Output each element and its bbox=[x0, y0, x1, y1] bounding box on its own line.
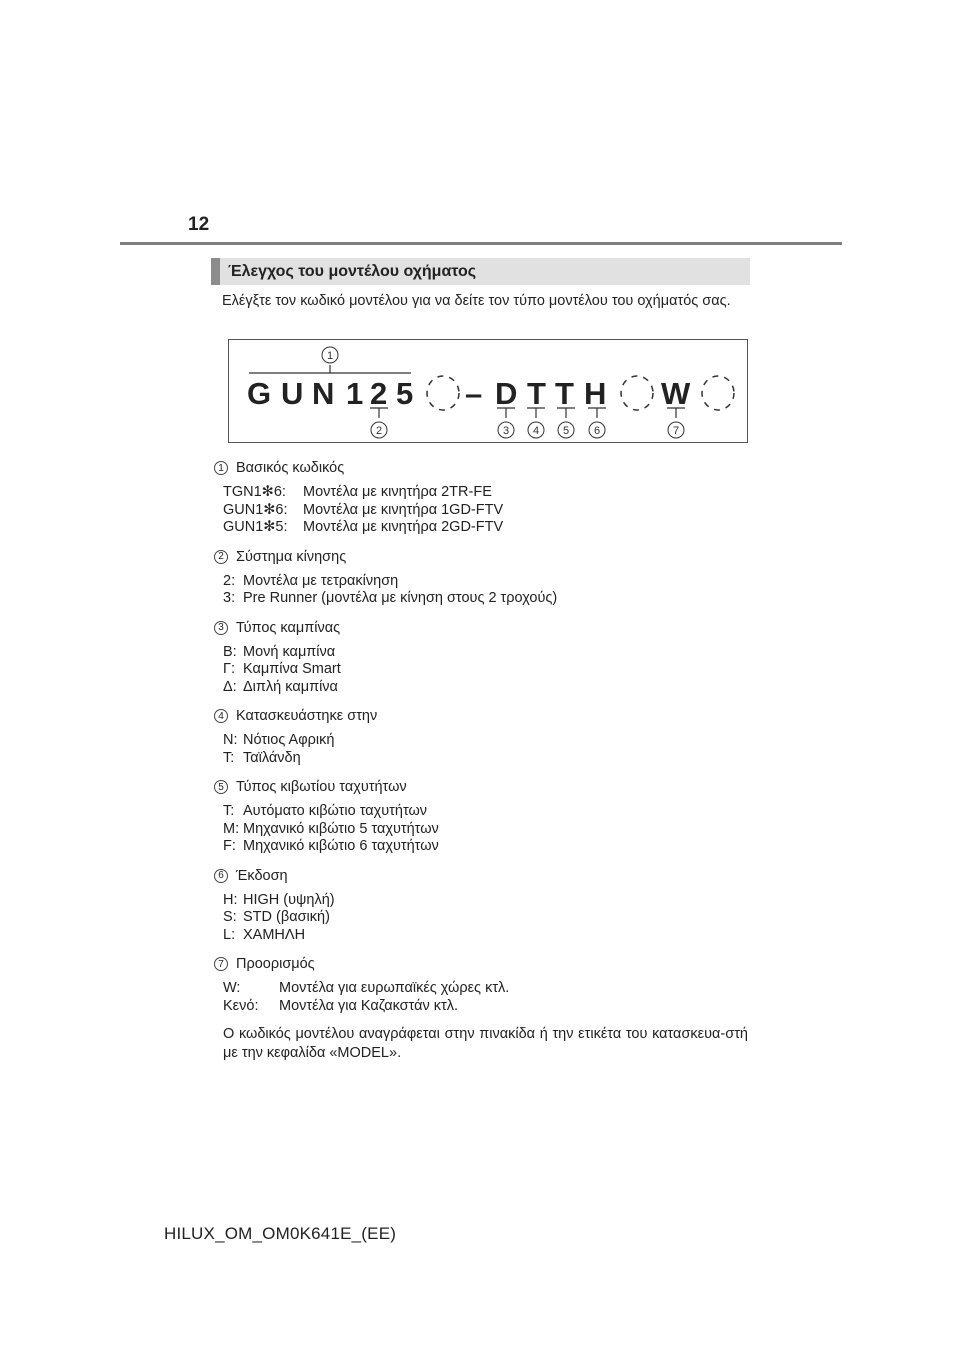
intro-paragraph: Ελέγξτε τον κωδικό μοντέλου για να δείτε τον τύπο μοντέλου του οχήματός σας. bbox=[222, 293, 731, 309]
legend-item bbox=[214, 954, 754, 974]
section-title: Έλεγχος του μοντέλου οχήματος bbox=[211, 258, 750, 285]
row-code: T: bbox=[223, 749, 235, 766]
list-item bbox=[223, 573, 754, 591]
row-code: TGN1✻6: bbox=[223, 484, 286, 500]
marker-7: 7 bbox=[672, 425, 680, 437]
row-desc: Μοντέλα με κινητήρα 2GD-FTV bbox=[303, 519, 504, 535]
list-item bbox=[223, 661, 754, 679]
empty-slot bbox=[427, 376, 459, 410]
list-item bbox=[223, 998, 754, 1016]
model-code-diagram bbox=[228, 339, 748, 443]
row-code: Δ: bbox=[223, 678, 237, 695]
list-item bbox=[223, 892, 754, 910]
item-title: Τύπος κιβωτίου ταχυτήτων bbox=[236, 779, 407, 795]
location-note: Ο κωδικός μοντέλου αναγράφεται στην πινακίδα ή την ετικέτα του κατασκευα-στή με την κεφαλίδα «MODEL». bbox=[223, 1026, 748, 1061]
row-desc: STD (βασική) bbox=[243, 909, 330, 925]
row-code: M: bbox=[223, 820, 240, 837]
marker-4: 4 bbox=[532, 425, 540, 437]
row-code: GUN1✻5: bbox=[223, 519, 288, 535]
item-number: 4 bbox=[214, 709, 228, 723]
list-item bbox=[223, 803, 754, 821]
item-title: Έκδοση bbox=[236, 867, 288, 884]
marker-2: 2 bbox=[375, 425, 383, 437]
row-code: 2: bbox=[223, 572, 236, 589]
row-code: L: bbox=[223, 926, 236, 943]
code-char: U bbox=[281, 376, 304, 411]
empty-slot bbox=[621, 376, 653, 410]
row-code: 3: bbox=[223, 590, 236, 606]
legend-item bbox=[214, 458, 754, 478]
item-number: 1 bbox=[214, 461, 228, 475]
code-char: T bbox=[527, 376, 546, 411]
row-desc: Pre Runner (μοντέλα με κίνηση στους 2 τροχούς) bbox=[243, 590, 558, 606]
row-code: T: bbox=[223, 803, 235, 819]
item-title: Κατασκευάστηκε στην bbox=[236, 708, 378, 724]
row-code: Γ: bbox=[223, 661, 236, 677]
item-number: 7 bbox=[214, 957, 228, 971]
page-number: 12 bbox=[188, 214, 210, 235]
item-rows bbox=[223, 803, 754, 856]
item-rows bbox=[223, 573, 754, 608]
row-desc: Μοντέλα με κινητήρα 2TR-FE bbox=[303, 484, 492, 500]
item-title: Βασικός κωδικός bbox=[236, 460, 345, 476]
item-rows bbox=[223, 980, 754, 1015]
marker-1: 1 bbox=[326, 350, 334, 362]
document-code: HILUX_OM_OM0K641E_(EE) bbox=[164, 1224, 397, 1243]
list-item bbox=[223, 750, 754, 768]
row-desc: Ταϊλάνδη bbox=[243, 749, 301, 766]
legend-item bbox=[214, 706, 754, 726]
list-item bbox=[223, 927, 754, 945]
legend-item bbox=[214, 866, 754, 886]
row-code: S: bbox=[223, 909, 237, 925]
item-rows bbox=[223, 484, 754, 537]
item-rows bbox=[223, 732, 754, 767]
legend-item bbox=[214, 777, 754, 797]
row-desc: Μοντέλα για Καζακστάν κτλ. bbox=[279, 997, 459, 1014]
row-desc: Νότιος Αφρική bbox=[243, 732, 335, 748]
row-desc: HIGH (υψηλή) bbox=[243, 891, 335, 908]
list-item bbox=[223, 590, 754, 608]
list-item bbox=[223, 644, 754, 662]
code-char: 5 bbox=[396, 376, 414, 411]
row-code: F: bbox=[223, 838, 236, 854]
code-char: – bbox=[465, 376, 483, 411]
row-desc: Καμπίνα Smart bbox=[243, 661, 341, 677]
item-number: 6 bbox=[214, 869, 228, 883]
row-desc: Αυτόματο κιβώτιο ταχυτήτων bbox=[243, 803, 428, 819]
code-char: N bbox=[312, 376, 335, 411]
code-char: 1 bbox=[346, 376, 364, 411]
code-char: W bbox=[661, 376, 691, 411]
list-item bbox=[223, 732, 754, 750]
item-rows bbox=[223, 892, 754, 945]
item-title: Τύπος καμπίνας bbox=[236, 619, 341, 636]
row-desc: Μοντέλα με κινητήρα 1GD-FTV bbox=[303, 501, 504, 518]
list-item bbox=[223, 502, 754, 520]
row-desc: Μοντέλα με τετρακίνηση bbox=[243, 572, 399, 589]
row-desc: Μονή καμπίνα bbox=[243, 643, 336, 660]
list-item bbox=[223, 821, 754, 839]
header-rule bbox=[120, 242, 842, 245]
item-number: 3 bbox=[214, 621, 228, 635]
marker-6: 6 bbox=[593, 425, 601, 437]
code-char: G bbox=[247, 376, 272, 411]
code-char: 2 bbox=[370, 376, 388, 411]
list-item bbox=[223, 909, 754, 927]
row-desc: Μηχανικό κιβώτιο 6 ταχυτήτων bbox=[243, 838, 439, 854]
list-item bbox=[223, 519, 754, 537]
code-char: D bbox=[495, 376, 518, 411]
row-desc: Μηχανικό κιβώτιο 5 ταχυτήτων bbox=[243, 820, 439, 837]
item-title: Προορισμός bbox=[236, 956, 315, 972]
row-code: H: bbox=[223, 891, 238, 908]
row-desc: ΧΑΜΗΛΗ bbox=[243, 926, 306, 943]
row-code: N: bbox=[223, 732, 238, 748]
list-item bbox=[223, 679, 754, 697]
code-char: H bbox=[584, 376, 607, 411]
row-code: Κενό: bbox=[223, 997, 259, 1014]
marker-5: 5 bbox=[562, 425, 570, 437]
item-rows bbox=[223, 644, 754, 697]
row-code: GUN1✻6: bbox=[223, 501, 288, 518]
marker-3: 3 bbox=[502, 425, 510, 437]
item-title: Σύστημα κίνησης bbox=[236, 548, 347, 565]
code-legend bbox=[214, 458, 754, 1063]
item-number: 5 bbox=[214, 780, 228, 794]
row-desc: Μοντέλα για ευρωπαϊκές χώρες κτλ. bbox=[279, 980, 510, 996]
model-code-svg bbox=[229, 340, 749, 444]
row-code: W: bbox=[223, 980, 241, 996]
empty-slot bbox=[702, 376, 734, 410]
legend-item bbox=[214, 618, 754, 638]
code-char: T bbox=[555, 376, 574, 411]
list-item bbox=[223, 838, 754, 856]
item-number: 2 bbox=[214, 550, 228, 564]
row-code: B: bbox=[223, 643, 237, 660]
legend-item bbox=[214, 547, 754, 567]
row-desc: Διπλή καμπίνα bbox=[243, 678, 338, 695]
list-item bbox=[223, 484, 754, 502]
list-item bbox=[223, 980, 754, 998]
